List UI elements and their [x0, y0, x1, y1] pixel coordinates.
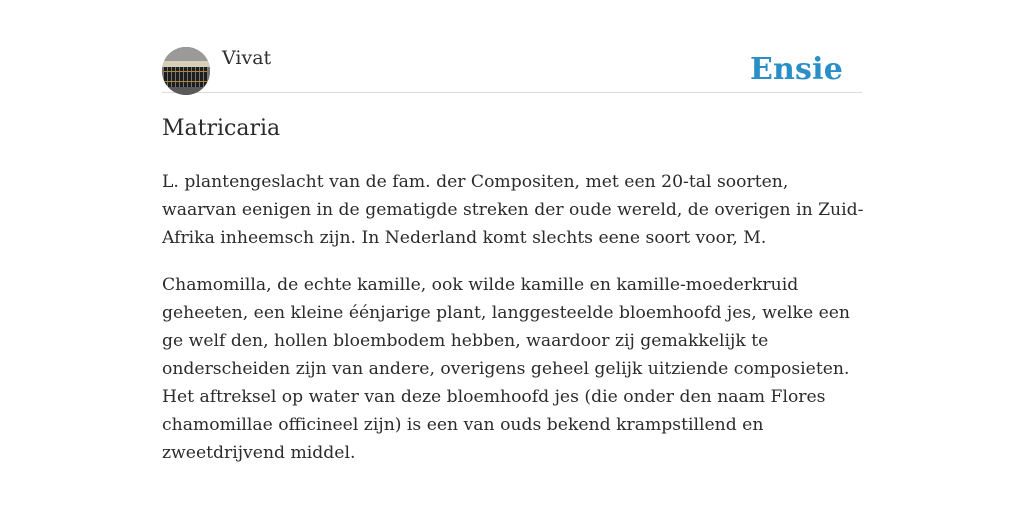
brand-logo[interactable]: Ensie [749, 52, 843, 87]
header [162, 46, 862, 93]
paragraph-1: L. plantengeslacht van de fam. der Compositen, met een 20-tal soorten, waarvan eenigen in de gematigde streken der oude wereld, de overigen in Zuid-Afrika inheemsch zijn. In Nederland komt slechts eene soort voor, M. [162, 172, 864, 248]
page-title: Matricaria [162, 116, 281, 141]
paragraph-2: Chamomilla, de echte kamille, ook wilde kamille en kamille-moederkruid geheeten, een kleine éénjarige plant, langgesteelde bloemhoofd jes, welke een ge welf den, hollen bloembodem hebben, waardoor zij gemakkelijk te onderscheiden zijn van andere, overigens geheel gelijk uitziende composieten. Het aftreksel op water van deze bloemhoofd jes (die onder den naam Flores chamomillae officineel zijn) is een van ouds bekend krampstillend en zweetdrijvend middel. [162, 275, 851, 463]
book-spines-avatar-icon[interactable] [162, 47, 210, 95]
article-body [162, 168, 866, 486]
source-name[interactable]: Vivat [222, 47, 272, 69]
